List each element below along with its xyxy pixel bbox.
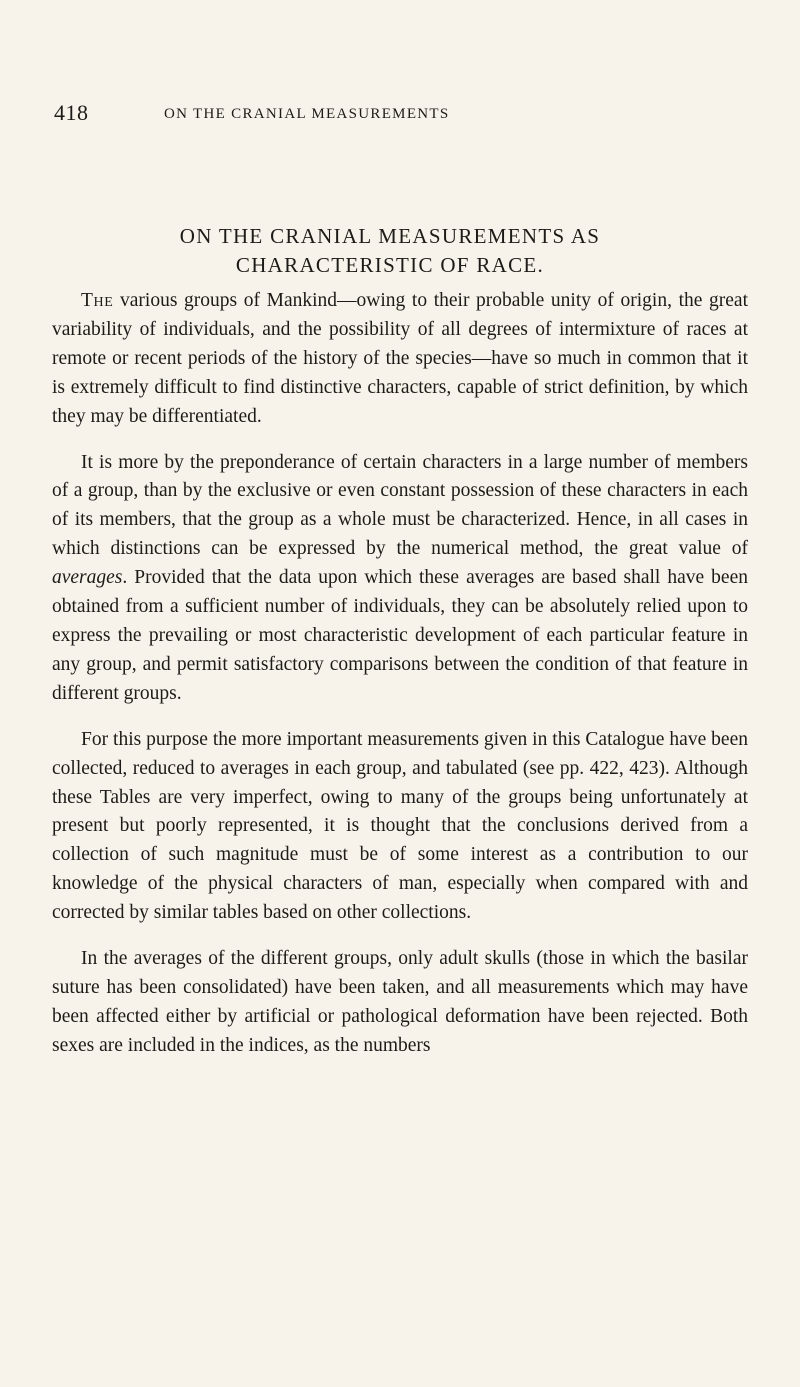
paragraph-1-text: various groups of Mankind—owing to their probable unity of origin, the great variability of individuals, and the possibility of all degrees of intermixture of races at remote or recent periods of the history of the species—have so much in common that it is extremely difficult to find distinctive characters, capable of strict definition, by which they may be differentiated. xyxy=(52,290,748,427)
paragraph-3: For this purpose the more important measurements given in this Catalogue have been collected, reduced to averages in each group, and tabulated (see pp. 422, 423). Although these Tables are very imperfect, owing to many of the groups being unfortunately at present but poorly represented, it is thought that the conclusions derived from a collection of such magnitude must be of some interest as a contribution to our knowledge of the physical characters of man, especially when compared with and corrected by similar tables based on other collections. xyxy=(52,728,748,924)
paragraph-2 xyxy=(52,449,748,709)
paragraph-4: In the averages of the different groups, only adult skulls (those in which the basilar suture has been consolidated) have been taken, and all measurements which may have been affected either by artificial or pathological deformation have been rejected. Both sexes are included in the indices, as the numbers xyxy=(52,948,748,1056)
body-text xyxy=(52,287,748,1078)
paragraph-2-italic-term: averages xyxy=(52,567,123,589)
chapter-title-line-1: ON THE CRANIAL MEASUREMENTS AS xyxy=(179,224,601,248)
running-head: ON THE CRANIAL MEASUREMENTS xyxy=(164,106,450,122)
paragraph-1 xyxy=(52,287,748,432)
paragraph-1-lead-word: The xyxy=(81,290,114,311)
page-number: 418 xyxy=(54,100,89,125)
paragraph-2-text-b: . Provided that the data upon which these averages are based shall have been obtained from a sufficient number of individuals, they can be absolutely relied upon to express the prevailing or most characteristic development of each particular feature in any group, and permit satisfactory comparisons between the condition of that feature in different groups. xyxy=(52,567,748,704)
paragraph-2-text-a: It is more by the preponderance of certain characters in a large number of members of a group, than by the exclusive or even constant possession of these characters in each of its members, that the group as a whole must be characterized. Hence, in all cases in which distinctions can be expressed by the numerical method, the great value of xyxy=(52,451,748,560)
chapter-title-line-2: CHARACTERISTIC OF RACE. xyxy=(235,253,545,277)
